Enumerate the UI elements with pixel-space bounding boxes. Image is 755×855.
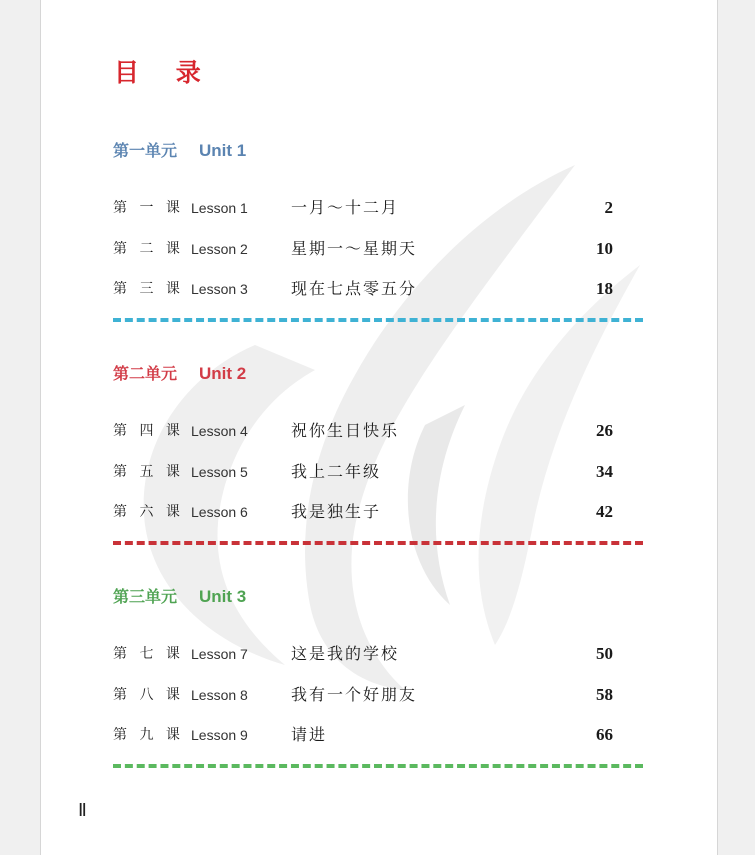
- page-number: Ⅱ: [78, 800, 87, 820]
- unit-en-label: Unit 1: [199, 141, 247, 160]
- lesson-label: Lesson 7: [191, 646, 248, 662]
- lesson-title: 这是我的学校: [291, 644, 400, 663]
- lesson-label: Lesson 3: [191, 281, 248, 297]
- unit-zh-label: 第二单元: [113, 364, 178, 383]
- lesson-page-number: 2: [604, 198, 613, 217]
- lesson-row[interactable]: [113, 277, 613, 301]
- lesson-title: 星期一～星期天: [291, 239, 418, 258]
- lesson-number: 第 五 课: [113, 464, 184, 480]
- lesson-title: 我有一个好朋友: [291, 685, 418, 704]
- unit-divider-3: [113, 764, 643, 768]
- lesson-page-number: 34: [596, 462, 613, 481]
- lesson-label: Lesson 9: [191, 727, 248, 743]
- lesson-page-number: 42: [596, 502, 613, 521]
- toc-title: 目 录: [114, 58, 215, 87]
- lesson-row[interactable]: [113, 419, 613, 443]
- lesson-label: Lesson 1: [191, 200, 248, 216]
- lesson-number: 第 一 课: [113, 200, 184, 216]
- document-page: [40, 0, 718, 855]
- unit-divider-1: [113, 318, 643, 322]
- lesson-page-number: 58: [596, 685, 613, 704]
- lesson-page-number: 66: [596, 725, 613, 744]
- lesson-number: 第 六 课: [113, 504, 184, 520]
- lesson-row[interactable]: [113, 500, 613, 524]
- lesson-row[interactable]: [113, 723, 613, 747]
- lesson-title: 祝你生日快乐: [291, 421, 400, 440]
- lesson-title: 我是独生子: [291, 502, 382, 521]
- unit-heading-1: [113, 140, 246, 162]
- lesson-title: 一月～十二月: [291, 198, 400, 217]
- lesson-title: 现在七点零五分: [291, 279, 418, 298]
- lesson-label: Lesson 5: [191, 464, 248, 480]
- unit-zh-label: 第一单元: [113, 141, 178, 160]
- lesson-page-number: 50: [596, 644, 613, 663]
- lesson-page-number: 10: [596, 239, 613, 258]
- unit-en-label: Unit 3: [199, 587, 247, 606]
- lesson-label: Lesson 6: [191, 504, 248, 520]
- lesson-row[interactable]: [113, 196, 613, 220]
- lesson-label: Lesson 8: [191, 687, 248, 703]
- lesson-number: 第 三 课: [113, 281, 184, 297]
- unit-en-label: Unit 2: [199, 364, 247, 383]
- lesson-row[interactable]: [113, 460, 613, 484]
- lesson-row[interactable]: [113, 683, 613, 707]
- lesson-number: 第 四 课: [113, 423, 184, 439]
- lesson-label: Lesson 2: [191, 241, 248, 257]
- lesson-label: Lesson 4: [191, 423, 248, 439]
- watermark-logo: [105, 145, 653, 690]
- lesson-page-number: 18: [596, 279, 613, 298]
- unit-heading-2: [113, 363, 246, 385]
- lesson-title: 请进: [291, 725, 328, 744]
- lesson-page-number: 26: [596, 421, 613, 440]
- unit-zh-label: 第三单元: [113, 587, 178, 606]
- unit-heading-3: [113, 586, 246, 608]
- unit-divider-2: [113, 541, 643, 545]
- lesson-number: 第 七 课: [113, 646, 184, 662]
- lesson-number: 第 八 课: [113, 687, 184, 703]
- lesson-row[interactable]: [113, 642, 613, 666]
- lesson-row[interactable]: [113, 237, 613, 261]
- lesson-number: 第 二 课: [113, 241, 184, 257]
- lesson-title: 我上二年级: [291, 462, 382, 481]
- lesson-number: 第 九 课: [113, 727, 184, 743]
